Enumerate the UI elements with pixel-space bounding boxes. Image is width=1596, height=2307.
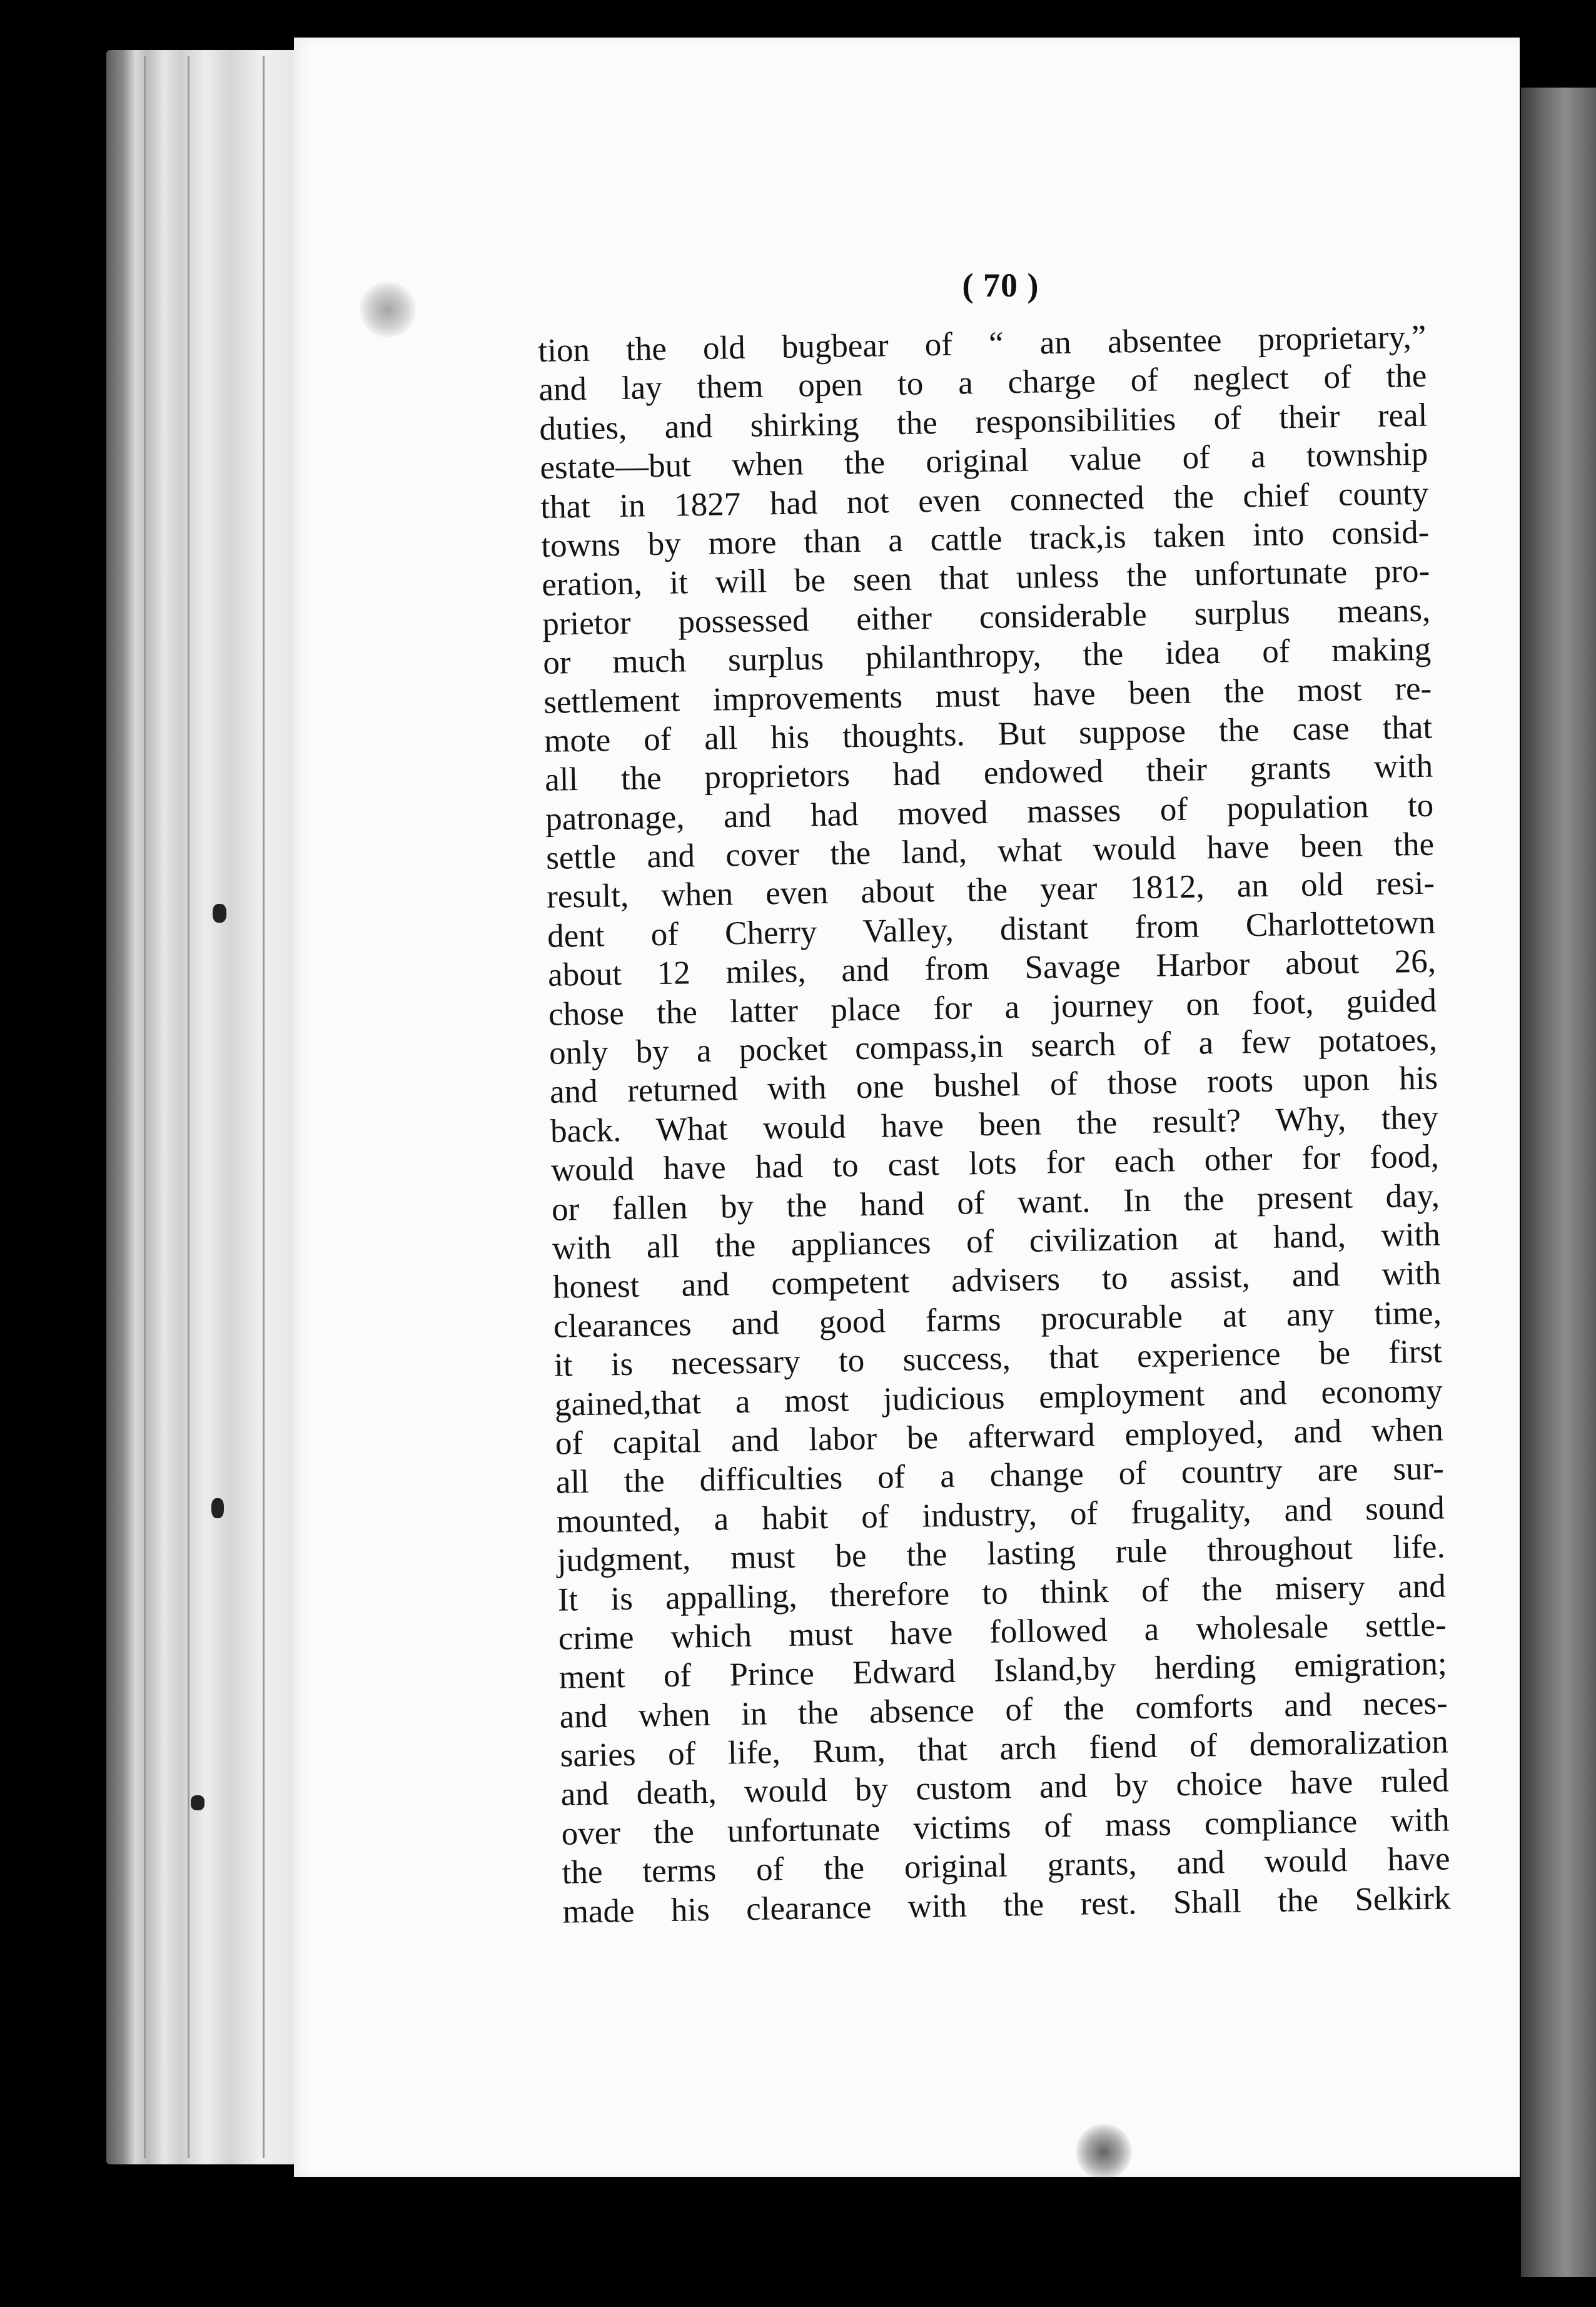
text-line: honest and competent advisers to assist, and with bbox=[552, 1255, 1442, 1306]
text-line: tion the old bugbear of “ an absentee proprietary,” bbox=[538, 318, 1427, 369]
text-line: estate—but when the original value of a township bbox=[539, 435, 1428, 487]
text-line: result, when even about the year 1812, an old resi- bbox=[546, 865, 1435, 916]
ink-smudge bbox=[360, 281, 416, 338]
ink-spot bbox=[213, 904, 226, 923]
text-line: of capital and labor be afterward employed, and when bbox=[555, 1411, 1444, 1462]
text-line: judgment, must be the lasting rule throughout life. bbox=[557, 1528, 1446, 1579]
ink-blot bbox=[1076, 2124, 1132, 2180]
text-line: that in 1827 had not even connected the chief county bbox=[540, 475, 1429, 525]
text-line: patronage, and had moved masses of population to bbox=[545, 787, 1434, 838]
text-line: and death, would by custom and by choice have ruled bbox=[560, 1762, 1450, 1813]
page-edge-line bbox=[144, 56, 146, 2158]
text-line: duties, and shirking the responsibilities of their real bbox=[538, 397, 1428, 447]
text-line: eration, it will be seen that unless the unfortunate pro- bbox=[541, 552, 1430, 604]
text-line: saries of life, Rum, that arch fiend of demoralization bbox=[560, 1723, 1449, 1774]
text-line: with all the appliances of civilization at hand, with bbox=[552, 1216, 1441, 1267]
text-line: ment of Prince Edward Island,by herding emigration; bbox=[558, 1645, 1448, 1696]
text-line: It is appalling, therefore to think of the misery and bbox=[557, 1567, 1447, 1618]
text-line: dent of Cherry Valley, distant from Charlottetown bbox=[547, 904, 1436, 955]
text-line: only by a pocket compass,in search of a few potatoes, bbox=[548, 1021, 1438, 1072]
text-line: would have had to cast lots for each other for food, bbox=[550, 1138, 1440, 1189]
facing-page-edge bbox=[1521, 88, 1596, 2277]
text-line: back. What would have been the result? Why, they bbox=[550, 1099, 1439, 1150]
body-text bbox=[538, 318, 1451, 1932]
text-line: over the unfortunate victims of mass compliance with bbox=[561, 1802, 1450, 1852]
text-line: or fallen by the hand of want. In the present day, bbox=[551, 1177, 1440, 1228]
text-line: the terms of the original grants, and would have bbox=[562, 1840, 1450, 1891]
page-number: ( 70 ) bbox=[962, 266, 1039, 304]
text-line: chose the latter place for a journey on foot, guided bbox=[548, 982, 1437, 1033]
text-line: about 12 miles, and from Savage Harbor about 26, bbox=[547, 943, 1437, 994]
text-line: all the difficulties of a change of country are sur- bbox=[555, 1450, 1445, 1501]
text-line: crime which must have followed a wholesale settle- bbox=[558, 1606, 1447, 1657]
text-line: gained,that a most judicious employment and economy bbox=[554, 1372, 1443, 1423]
text-line: mounted, a habit of industry, of frugality, and sound bbox=[556, 1489, 1445, 1540]
text-line: made his clearance with the rest. Shall the Selkirk bbox=[562, 1880, 1451, 1930]
text-line: settlement improvements must have been the most re- bbox=[543, 670, 1432, 721]
page-edge-line bbox=[263, 56, 265, 2158]
text-line: and when in the absence of the comforts and neces- bbox=[559, 1685, 1448, 1735]
text-line: all the proprietors had endowed their grants with bbox=[544, 748, 1433, 799]
text-line: towns by more than a cattle track,is taken into consid- bbox=[540, 514, 1430, 564]
text-line: clearances and good farms procurable at any time, bbox=[553, 1294, 1442, 1345]
page-edge-line bbox=[188, 56, 189, 2158]
ink-spot bbox=[211, 1498, 224, 1518]
text-line: it is necessary to success, that experience be first bbox=[553, 1333, 1443, 1384]
ink-spot bbox=[191, 1795, 205, 1810]
text-line: settle and cover the land, what would have been the bbox=[545, 826, 1435, 876]
text-line: prietor possessed either considerable surplus means, bbox=[542, 592, 1431, 642]
text-line: and lay them open to a charge of neglect of the bbox=[538, 358, 1427, 408]
page-edges-stack bbox=[106, 50, 313, 2164]
text-line: or much surplus philanthropy, the idea of making bbox=[542, 631, 1432, 682]
text-line: and returned with one bushel of those roots upon his bbox=[549, 1060, 1438, 1111]
text-line: mote of all his thoughts. But suppose the case that bbox=[543, 709, 1433, 759]
